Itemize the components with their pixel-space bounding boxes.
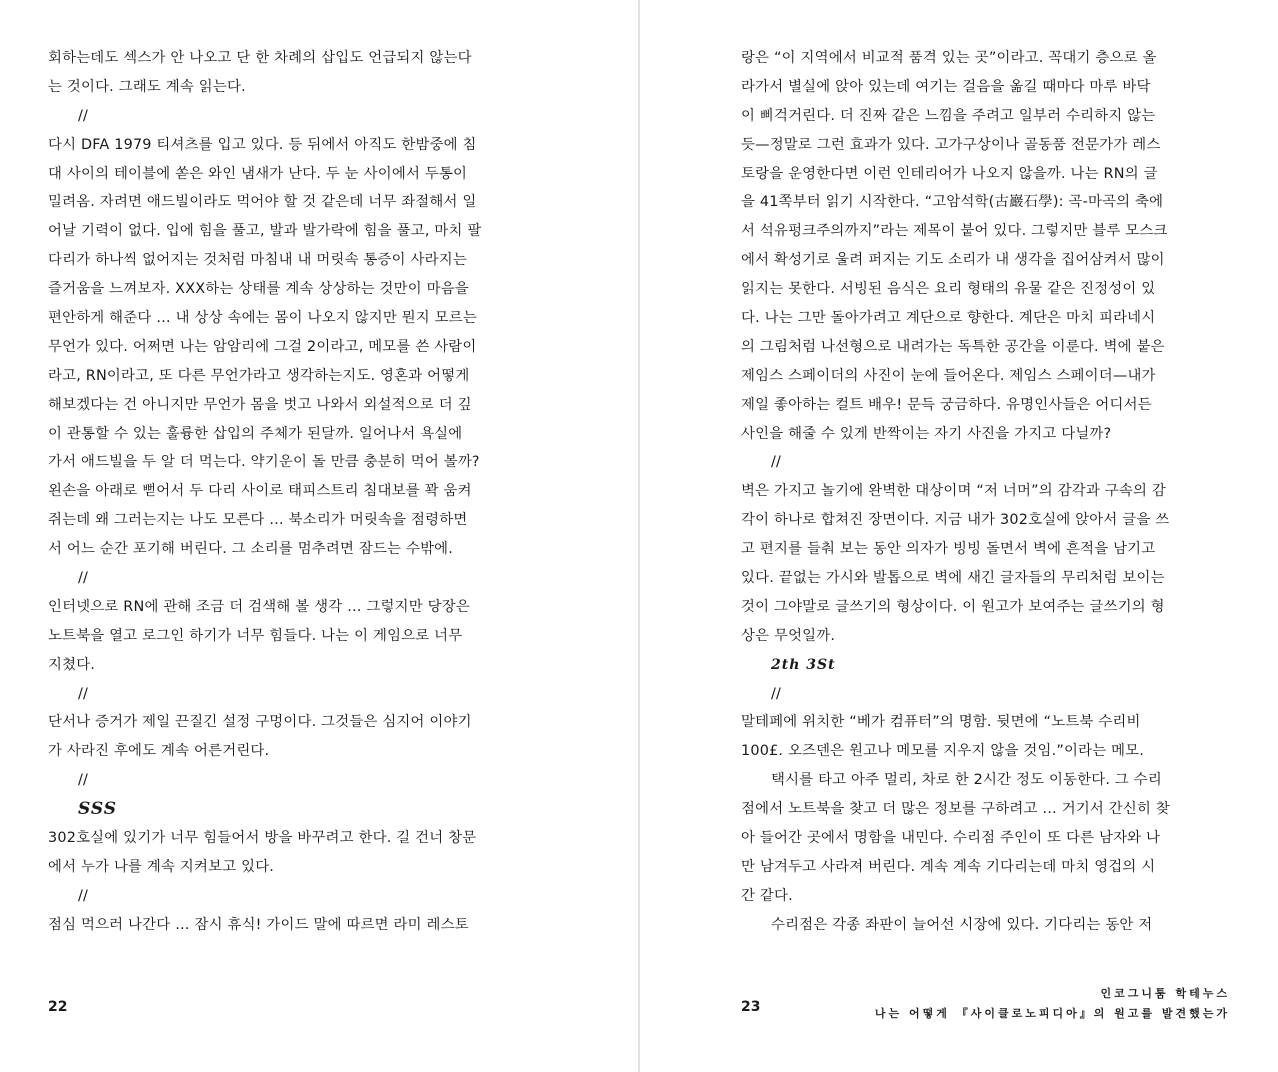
text-line: 만 남겨두고 사라져 버린다. 계속 계속 기다리는데 마치 영겁의 시 [741, 858, 1156, 875]
right-page-text [741, 44, 1232, 940]
text-line: 이 관통할 수 있는 훌륭한 삽입의 주체가 된달까. 일어나서 욕실에 [48, 425, 463, 442]
section-separator: // [771, 685, 782, 702]
text-line: 왼손을 아래로 뻗어서 두 다리 사이로 태피스트리 침대보를 꽉 움켜 [48, 483, 472, 500]
text-line: 대 사이의 테이블에 쏟은 와인 냄새가 난다. 두 눈 사이에서 두통이 [48, 165, 468, 182]
text-line: 100£. 오즈덴은 원고나 메모를 지우지 않을 것임.”이라는 메모. [741, 743, 1145, 760]
text-line: 밀려옴. 자려면 애드빌이라도 먹어야 할 것 같은데 너무 좌절해서 일 [48, 194, 477, 211]
text-line: 에서 확성기로 울려 퍼지는 기도 소리가 내 생각을 집어삼켜서 많이 [741, 252, 1165, 269]
text-line: 무언가 있다. 어쩌면 나는 암암리에 그걸 2이라고, 메모를 쓴 사람이 [48, 338, 477, 355]
text-line: 수리점은 각종 좌판이 늘어선 시장에 있다. 기다리는 동안 저 [771, 916, 1153, 933]
text-line: 아 들어간 곳에서 명함을 내민다. 수리점 주인이 또 다른 남자와 나 [741, 830, 1161, 847]
text-line: 라가서 별실에 앉아 있는데 여기는 걸음을 옮길 때마다 마루 바닥 [741, 78, 1151, 95]
text-line: 편안하게 해준다 … 내 상상 속에는 몸이 나오지 않지만 뭔지 모르는 [48, 310, 477, 327]
text-line: 다시 DFA 1979 티셔츠를 입고 있다. 등 뒤에서 아직도 한밤중에 침 [48, 136, 477, 153]
text-line: 사인을 해줄 수 있게 반짝이는 자기 사진을 가지고 다닐까? [741, 425, 1112, 442]
text-line: 점에서 노트북을 찾고 더 많은 정보를 구하려고 … 거기서 간신히 찾 [741, 801, 1170, 818]
text-line: 말테페에 위치한 “베가 컴퓨터”의 명함. 뒷면에 “노트북 수리비 [741, 714, 1141, 731]
section-separator: // [78, 685, 89, 702]
page-number: 23 [741, 999, 761, 1015]
text-line: 가서 애드빌을 두 알 더 먹는다. 약기운이 돌 만큼 충분히 먹어 볼까? [48, 454, 480, 471]
text-line: 에서 누가 나를 계속 지켜보고 있다. [48, 858, 275, 875]
text-line: 지쳤다. [48, 656, 96, 673]
text-line: 랑은 “이 지역에서 비교적 품격 있는 곳”이라고. 꼭대기 층으로 올 [741, 50, 1157, 66]
text-line: 제일 좋아하는 컬트 배우! 문득 궁금하다. 유명인사들은 어디서든 [741, 396, 1152, 413]
text-line: 듯—정말로 그런 효과가 있다. 고가구상이나 골동품 전문가가 레스 [741, 136, 1161, 153]
text-line: 는 것이다. 그래도 계속 읽는다. [48, 78, 246, 95]
section-separator: // [771, 454, 782, 471]
handwritten-glyph: 2th 3St [771, 656, 836, 673]
section-separator: // [78, 570, 89, 587]
handwritten-glyph: SSS [78, 799, 118, 820]
text-line: 제임스 스페이더의 사진이 눈에 들어온다. 제임스 스페이더—내가 [741, 367, 1156, 384]
text-line: 서 석유펑크주의까지”라는 제목이 붙어 있다. 그렇지만 블루 모스크 [741, 223, 1168, 240]
text-line: 쥐는데 왜 그러는지는 나도 모른다 … 북소리가 머릿속을 점령하면 [48, 512, 468, 529]
left-page-text [48, 44, 538, 940]
text-line: 벽은 가지고 놀기에 완벽한 대상이며 “저 너머”의 감각과 구속의 감 [741, 483, 1166, 500]
text-line: 상은 무엇일까. [741, 627, 836, 644]
text-line: 즐거움을 느껴보자. XXX하는 상태를 계속 상상하는 것만이 마음을 [48, 281, 469, 298]
running-subtitle: 나는 어떻게 『사이클로노피디아』의 원고를 발견했는가 [874, 1007, 1230, 1020]
text-line: 있다. 끝없는 가시와 발톱으로 벽에 새긴 글자들의 무리처럼 보이는 [741, 570, 1165, 587]
text-line: 토랑을 운영한다면 이런 인테리어가 나오지 않을까. 나는 RN의 글 [741, 165, 1158, 182]
text-line: 택시를 타고 아주 멀리, 차로 한 2시간 정도 이동한다. 그 수리 [771, 772, 1162, 789]
text-line: 점심 먹으러 나간다 … 잠시 휴식! 가이드 말에 따르면 라미 레스토 [48, 916, 469, 933]
text-line: 고 편지를 들춰 보는 동안 의자가 빙빙 돌면서 벽에 흔적을 남기고 [741, 541, 1156, 558]
text-line: 각이 하나로 합쳐진 장면이다. 지금 내가 302호실에 앉아서 글을 쓰 [741, 512, 1170, 529]
text-line: 이 삐걱거린다. 더 진짜 같은 느낌을 주려고 일부러 수리하지 않는 [741, 107, 1156, 124]
text-line: 단서나 증거가 제일 끈질긴 설정 구멍이다. 그것들은 심지어 이야기 [48, 714, 472, 731]
text-line: 인터넷으로 RN에 관해 조금 더 검색해 볼 생각 … 그렇지만 당장은 [48, 598, 470, 615]
section-separator: // [78, 887, 89, 904]
text-line: 302호실에 있기가 너무 힘들어서 방을 바꾸려고 한다. 길 건너 창문 [48, 830, 477, 847]
section-separator: // [78, 107, 89, 124]
section-separator: // [78, 772, 89, 789]
text-line: 라고, RN이라고, 또 다른 무언가라고 생각하는지도. 영혼과 어떻게 [48, 367, 470, 384]
text-line: 다리가 하나씩 없어지는 것처럼 마침내 내 머릿속 통증이 사라지는 [48, 252, 467, 269]
text-line: 의 그림처럼 나선형으로 내려가는 독특한 공간을 이룬다. 벽에 붙은 [741, 338, 1165, 355]
right-page [640, 0, 1278, 1072]
text-line: 해보겠다는 건 아니지만 무언가 몸을 벗고 나와서 외설적으로 더 깊 [48, 396, 472, 413]
running-title: 인코그니툼 학테누스 [1100, 987, 1230, 1000]
text-line: 어날 기력이 없다. 입에 힘을 풀고, 발과 발가락에 힘을 풀고, 마치 팔 [48, 223, 482, 240]
text-line: 회하는데도 섹스가 안 나오고 단 한 차례의 삽입도 언급되지 않는다 [48, 50, 472, 66]
text-line: 읽지는 못한다. 서빙된 음식은 요리 형태의 유물 같은 진정성이 있 [741, 281, 1156, 298]
text-line: 다. 나는 그만 돌아가려고 계단으로 향한다. 계단은 마치 피라네시 [741, 310, 1156, 327]
text-line: 가 사라진 후에도 계속 어른거린다. [48, 743, 270, 760]
text-line: 노트북을 열고 로그인 하기가 너무 힘들다. 나는 이 게임으로 너무 [48, 627, 463, 644]
page-number: 22 [48, 999, 68, 1015]
text-line: 간 같다. [741, 887, 793, 904]
text-line: 것이 그야말로 글쓰기의 형상이다. 이 원고가 보여주는 글쓰기의 형 [741, 598, 1165, 615]
text-line: 을 41쪽부터 읽기 시작한다. “고암석학(古巖石學): 곡-마곡의 축에 [741, 194, 1164, 211]
text-line: 서 어느 순간 포기해 버린다. 그 소리를 멈추려면 잠드는 수밖에. [48, 541, 454, 558]
